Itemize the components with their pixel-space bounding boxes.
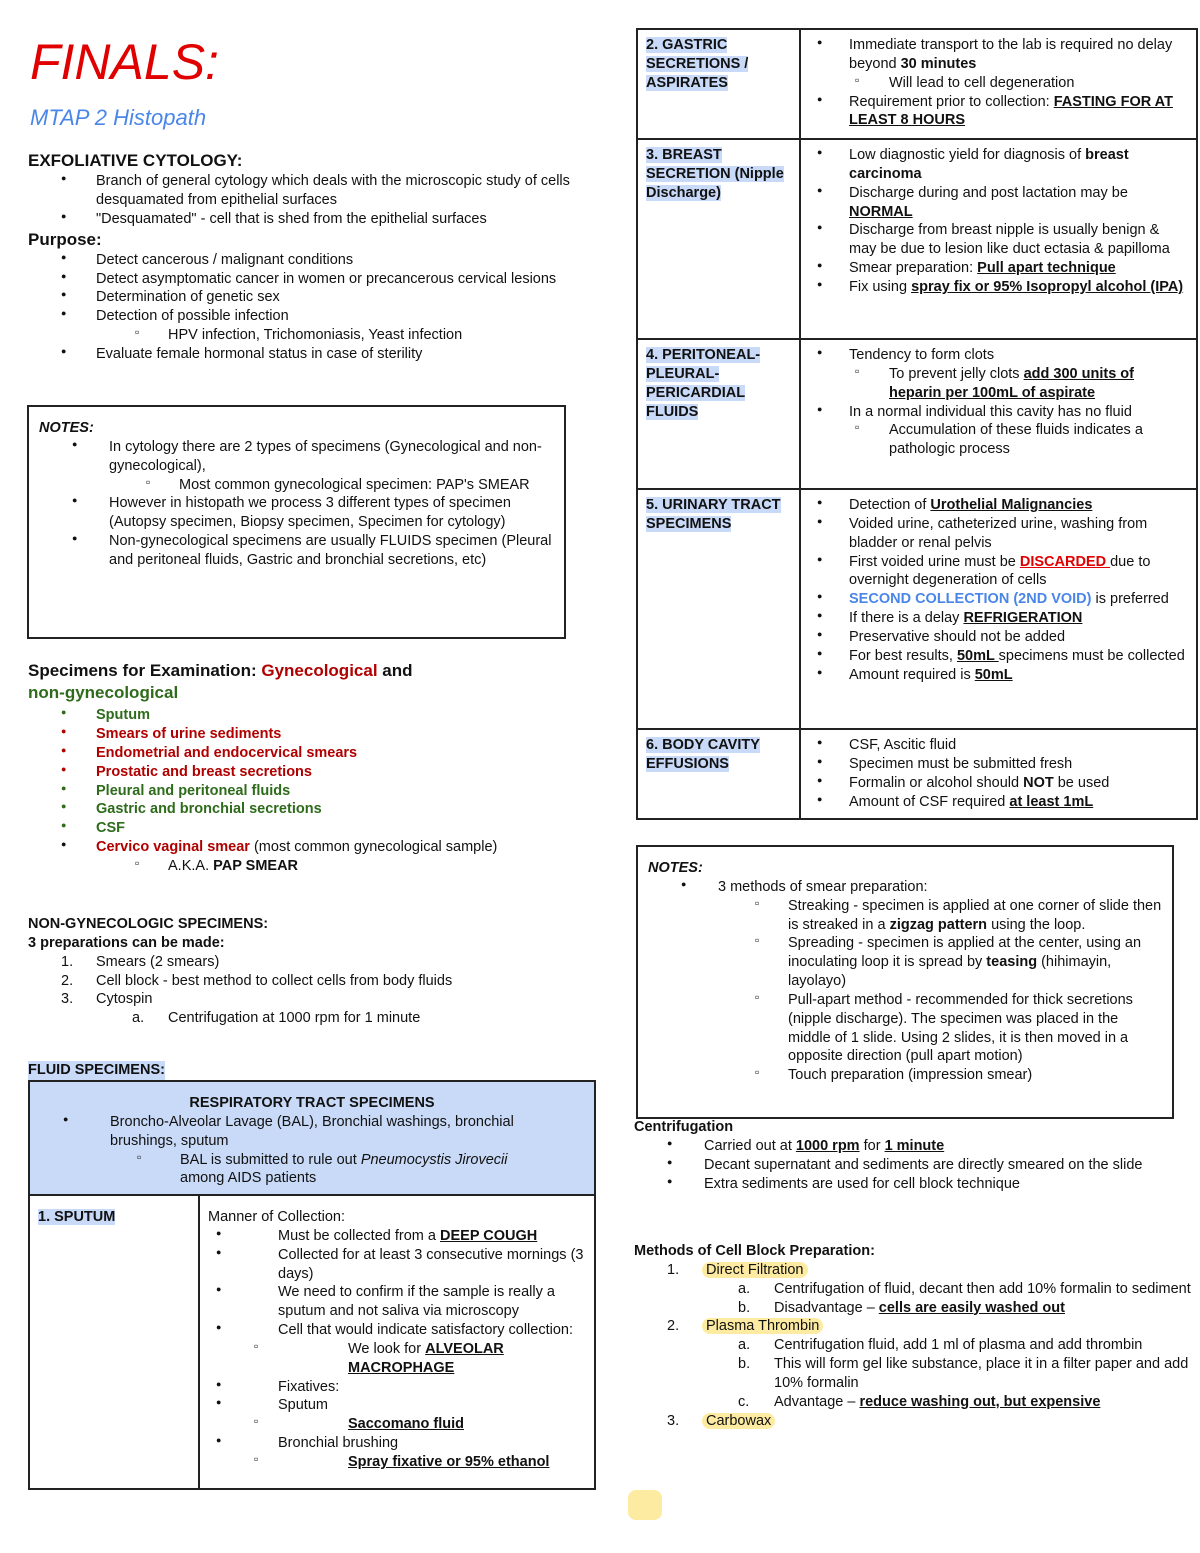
item-part: Pull apart technique [977, 260, 1116, 277]
item-text: Centrifugation of fluid, decant then add 10% formalin to sediment [774, 1280, 1191, 1297]
list-item [809, 365, 1188, 403]
heading-part: Specimens for Examination: [28, 661, 262, 680]
notes-heading: NOTES: [39, 420, 94, 436]
list-item: ● Sputum [28, 706, 588, 725]
list-item: ● Detect cancerous / malignant conditions [28, 251, 588, 270]
list-item: ● Smears of urine sediments [28, 725, 588, 744]
row-label [637, 29, 800, 139]
list-item: ● Decant supernatant and sediments are directly smeared on the slide [634, 1156, 1194, 1175]
list-item: ● Pleural and peritoneal fluids [28, 782, 588, 801]
item-part: due to overnight degeneration of cells [849, 553, 1151, 589]
label-text: 2. GASTRIC SECRETIONS / ASPIRATES [646, 37, 749, 91]
list-item: 1. Direct Filtration [634, 1261, 1194, 1280]
list-item [28, 838, 588, 857]
list-item [809, 666, 1188, 685]
list-item [809, 793, 1188, 812]
list-item: ● Non-gynecological specimens are usually FLUIDS specimen (Pleural and peritoneal fluids, Gastric and bronchial secretions, etc) [39, 532, 554, 570]
item-part: at least 1mL [1009, 793, 1094, 810]
list-item: ● Branch of general cytology which deals with the microscopic study of cells desquamated from epithelial surfaces [28, 172, 588, 210]
list-item: ● Cell that would indicate satisfactory collection: [208, 1321, 586, 1340]
label-text: 5. URINARY TRACT SPECIMENS [646, 497, 781, 532]
list-item: a. Centrifugation of fluid, decant then add 10% formalin to sediment [738, 1280, 1191, 1297]
item-part: PAP SMEAR [213, 857, 299, 874]
list-item: ● Gastric and bronchial secretions [28, 800, 588, 819]
specimens-heading [28, 660, 588, 704]
list-item: ▫ Accumulation of these fluids indicates a pathologic process [809, 421, 1188, 459]
list-item: ● "Desquamated" - cell that is shed from the epithelial surfaces [28, 210, 588, 229]
specimens-section [28, 660, 588, 876]
list-item: ● Preservative should not be added [809, 628, 1188, 647]
item-part: A.K.A. [168, 857, 214, 874]
item-part: Amount of CSF required [849, 793, 1010, 810]
list-item [809, 553, 1188, 591]
item-part: add 300 units of heparin per 100mL of aspirate [889, 365, 1134, 401]
item-part: teasing [986, 954, 1038, 971]
list-item: ▫ HPV infection, Trichomoniasis, Yeast infection [28, 326, 588, 345]
notes-heading: NOTES: [648, 860, 703, 876]
sputum-row [30, 1196, 594, 1488]
item-part: Spreading - specimen is applied at the center, using an inoculating loop it is spread by [788, 935, 1142, 971]
item-text: Smears (2 smears) [96, 953, 220, 970]
respiratory-heading: RESPIRATORY TRACT SPECIMENS [189, 1095, 435, 1111]
list-item [809, 259, 1188, 278]
purpose-heading: Purpose: [28, 229, 102, 249]
item-text: Plasma Thrombin [702, 1318, 823, 1334]
item-part: be used [1053, 774, 1110, 791]
item-part: Amount required is [849, 666, 975, 683]
item-part: BAL is submitted to rule out [180, 1151, 361, 1168]
list-item: ▫ Pull-apart method - recommended for thick secretions (nipple discharge). The specimen was placed in the middle of 1 slide. Using 2 slides, it is then moved in a opposite direction (pull apart motion) [648, 991, 1162, 1066]
item-part: Low diagnostic yield for diagnosis of [849, 147, 1086, 163]
item-part: FASTING FOR AT LEAST 8 HOURS [849, 93, 1173, 129]
item-part: 30 minutes [900, 55, 977, 72]
fluid-heading: FLUID SPECIMENS: [28, 1062, 165, 1078]
list-item: ● Determination of genetic sex [28, 288, 588, 307]
item-part: 50mL [974, 666, 1013, 683]
item-part: Fix using [849, 278, 912, 295]
item-part: zigzag pattern [889, 916, 988, 933]
table-row [637, 29, 1197, 139]
item-text: Centrifugation fluid, add 1 ml of plasma and add thrombin [774, 1337, 1143, 1354]
item-part: using the loop. [987, 916, 1086, 933]
page-subtitle: MTAP 2 Histopath [30, 105, 207, 130]
item-part: REFRIGERATION [963, 610, 1083, 627]
page-title: FINALS: [30, 34, 219, 90]
row-content [800, 339, 1197, 489]
list-item: ● We need to confirm if the sample is really a sputum and not saliva via microscopy [208, 1283, 586, 1321]
list-item: a. Centrifugation fluid, add 1 ml of plasma and add thrombin [738, 1337, 1143, 1354]
sputum-content [200, 1196, 594, 1488]
list-item [208, 1415, 586, 1434]
item-text: Centrifugation at 1000 rpm for 1 minute [168, 1010, 421, 1027]
list-item: 3. Cytospin [61, 991, 153, 1008]
item-part: Requirement prior to collection: [849, 93, 1054, 110]
list-item: ● Endometrial and endocervical smears [28, 744, 588, 763]
list-item: ● Voided urine, catheterized urine, washing from bladder or renal pelvis [809, 515, 1188, 553]
list-item: ● CSF [28, 819, 588, 838]
list-item [809, 647, 1188, 666]
item-part: Carried out at [704, 1137, 796, 1154]
item-part: (hihimayin, layolayo) [788, 954, 1112, 990]
list-item: ● Discharge from breast nipple is usually benign & may be due to lesion like duct ectasia & papilloma [809, 221, 1188, 259]
item-text: Carbowax [702, 1413, 775, 1429]
list-item: b. This will form gel like substance, place it in a filter paper and add 10% formalin [738, 1356, 1189, 1391]
list-item [28, 857, 588, 876]
list-item [30, 1151, 594, 1189]
list-item: ● Bronchial brushing [208, 1434, 586, 1453]
list-item: ● Detect asymptomatic cancer in women or precancerous cervical lesions [28, 270, 588, 289]
item-part: DEEP COUGH [440, 1227, 538, 1244]
list-item: ● Detection of possible infection [28, 307, 588, 326]
item-part: For best results, [849, 647, 957, 664]
row-content [800, 139, 1197, 339]
list-item: a. Centrifugation at 1000 rpm for 1 minute [132, 1010, 421, 1027]
list-item: ● Tendency to form clots [809, 346, 1188, 365]
item-part: NORMAL [849, 203, 913, 220]
list-item: ● Fixatives: [208, 1378, 586, 1397]
list-item [809, 93, 1188, 131]
list-item [809, 590, 1188, 609]
list-item: ● However in histopath we process 3 different types of specimen (Autopsy specimen, Biopsy specimen, Specimen for cytology) [39, 494, 554, 532]
list-item: ● In cytology there are 2 types of specimens (Gynecological and non-gynecological), [39, 438, 554, 476]
item-text: Cytospin [96, 991, 153, 1008]
table-row [637, 139, 1197, 339]
label-text: 1. SPUTUM [38, 1209, 116, 1225]
cellblock-heading: Methods of Cell Block Preparation: [634, 1243, 875, 1259]
item-part: spray fix or 95% Isopropyl alcohol (IPA) [911, 278, 1184, 295]
item-part: SECOND COLLECTION (2ND VOID) [849, 591, 1092, 608]
sputum-label [30, 1196, 200, 1488]
item-part: ALVEOLAR MACROPHAGE [348, 1340, 504, 1376]
heading-part: Gynecological [261, 661, 378, 680]
list-item: ● Extra sediments are used for cell block technique [634, 1175, 1194, 1194]
item-part: cells are easily washed out [878, 1299, 1065, 1316]
respiratory-header [30, 1082, 594, 1196]
item-part: Smear preparation: [849, 260, 978, 277]
list-item [809, 278, 1188, 297]
item-part: (most common gynecological sample) [249, 839, 498, 856]
list-item: ● Prostatic and breast secretions [28, 763, 588, 782]
heading-part: and [377, 661, 413, 680]
row-content [800, 29, 1197, 139]
exfoliative-heading: EXFOLIATIVE CYTOLOGY: [28, 151, 243, 170]
label-text: 3. BREAST SECRETION (Nipple Discharge) [646, 147, 784, 201]
row-label [637, 489, 800, 729]
item-part: Streaking - specimen is applied at one corner of slide then is streaked in a [788, 897, 1162, 933]
centrifugation-heading: Centrifugation [634, 1119, 734, 1135]
item-text: This will form gel like substance, place it in a filter paper and add 10% formalin [774, 1356, 1189, 1391]
item-part: Formalin or alcohol should [849, 774, 1024, 791]
list-item: b. Disadvantage – cells are easily washed out [738, 1299, 1065, 1316]
list-item: ▫ Touch preparation (impression smear) [648, 1066, 1162, 1085]
list-item [809, 184, 1188, 222]
item-part: Pneumocystis Jirovecii [360, 1151, 508, 1168]
item-part: breast carcinoma [849, 147, 1129, 182]
item-part: Urothelial Malignancies [930, 497, 1093, 513]
notes-box-1 [27, 405, 566, 639]
item-part: Cervico vaginal smear [96, 839, 250, 856]
table-row [637, 729, 1197, 819]
item-part: is preferred [1091, 591, 1169, 608]
notes-box-2 [636, 845, 1174, 1119]
list-item: ● Collected for at least 3 consecutive mornings (3 days) [208, 1246, 586, 1284]
item-part: If there is a delay [849, 610, 964, 627]
list-item: 2. Plasma Thrombin [634, 1317, 1194, 1336]
item-text: Cell block - best method to collect cells from body fluids [96, 972, 453, 989]
item-part: Immediate transport to the lab is required no delay beyond [849, 37, 1173, 72]
item-part: Discharge during and post lactation may be [849, 184, 1128, 201]
item-part: Spray fixative or 95% ethanol [348, 1453, 550, 1470]
item-part: NOT [1023, 774, 1054, 791]
item-part: 1 minute [884, 1137, 945, 1154]
item-part: among AIDS patients [180, 1170, 317, 1187]
list-item: ▫ Will lead to cell degeneration [809, 74, 1188, 93]
table-row [637, 489, 1197, 729]
row-content [800, 489, 1197, 729]
heading-part: non-gynecological [28, 683, 179, 703]
list-item: ● Sputum [208, 1396, 586, 1415]
row-content [800, 729, 1197, 819]
list-item: 2. Cell block - best method to collect cells from body fluids [61, 972, 453, 989]
list-item: ● 3 methods of smear preparation: [648, 878, 1162, 897]
item-part: To prevent jelly clots [889, 365, 1024, 382]
item-part: Saccomano fluid [348, 1416, 465, 1433]
item-part: specimens must be collected [998, 647, 1185, 664]
nongyne-sub: 3 preparations can be made: [28, 934, 225, 951]
item-text: Direct Filtration [702, 1262, 808, 1278]
item-part: Disadvantage – [774, 1299, 879, 1316]
list-item: ● Evaluate female hormonal status in case of sterility [28, 345, 588, 364]
item-part: Advantage – [774, 1393, 860, 1410]
item-part: We look for [348, 1340, 426, 1357]
row-label [637, 729, 800, 819]
list-item: 3. Carbowax [634, 1412, 1194, 1431]
label-text: 6. BODY CAVITY EFFUSIONS [646, 737, 760, 772]
list-item [809, 609, 1188, 628]
list-item: ● CSF, Ascitic fluid [809, 736, 1188, 755]
item-part: DISCARDED [1019, 553, 1111, 570]
nongyne-heading: NON-GYNECOLOGIC SPECIMENS: [28, 916, 269, 932]
item-part: First voided urine must be [849, 553, 1020, 570]
item-part: Must be collected from a [278, 1227, 440, 1244]
list-item: ● In a normal individual this cavity has no fluid [809, 403, 1188, 422]
list-item [208, 1340, 586, 1378]
manner-label: Manner of Collection: [208, 1209, 346, 1225]
table-row [637, 339, 1197, 489]
item-part: reduce washing out, but expensive [859, 1393, 1101, 1410]
list-item [809, 146, 1188, 184]
cellblock-section [634, 1242, 1194, 1430]
item-part: Detection of [849, 497, 931, 513]
list-item [208, 1227, 586, 1246]
list-item: c. Advantage – reduce washing out, but expensive [738, 1393, 1101, 1410]
list-item [809, 496, 1188, 515]
list-item [648, 897, 1162, 935]
label-text: 4. PERITONEAL-PLEURAL-PERICARDIAL FLUIDS [646, 347, 761, 420]
item-part: for [859, 1137, 885, 1154]
list-item: ● Specimen must be submitted fresh [809, 755, 1188, 774]
nongyne-section [28, 915, 588, 1028]
highlight-mark [628, 1490, 662, 1520]
centrifugation-section [634, 1118, 1194, 1193]
list-item: ▫ Most common gynecological specimen: PAP's SMEAR [39, 476, 554, 495]
exfoliative-section [28, 150, 588, 364]
item-part: 1000 rpm [795, 1137, 860, 1154]
list-item [809, 36, 1188, 74]
list-item: ● Broncho-Alveolar Lavage (BAL), Bronchial washings, bronchial brushings, sputum [30, 1113, 594, 1151]
item-part: 50mL [956, 647, 999, 664]
list-item [208, 1453, 586, 1472]
row-label [637, 139, 800, 339]
list-item [809, 774, 1188, 793]
respiratory-table [28, 1080, 596, 1490]
row-label [637, 339, 800, 489]
fluid-table [636, 28, 1198, 820]
list-item [634, 1137, 1194, 1156]
list-item: 1. Smears (2 smears) [61, 953, 220, 970]
list-item [648, 934, 1162, 991]
